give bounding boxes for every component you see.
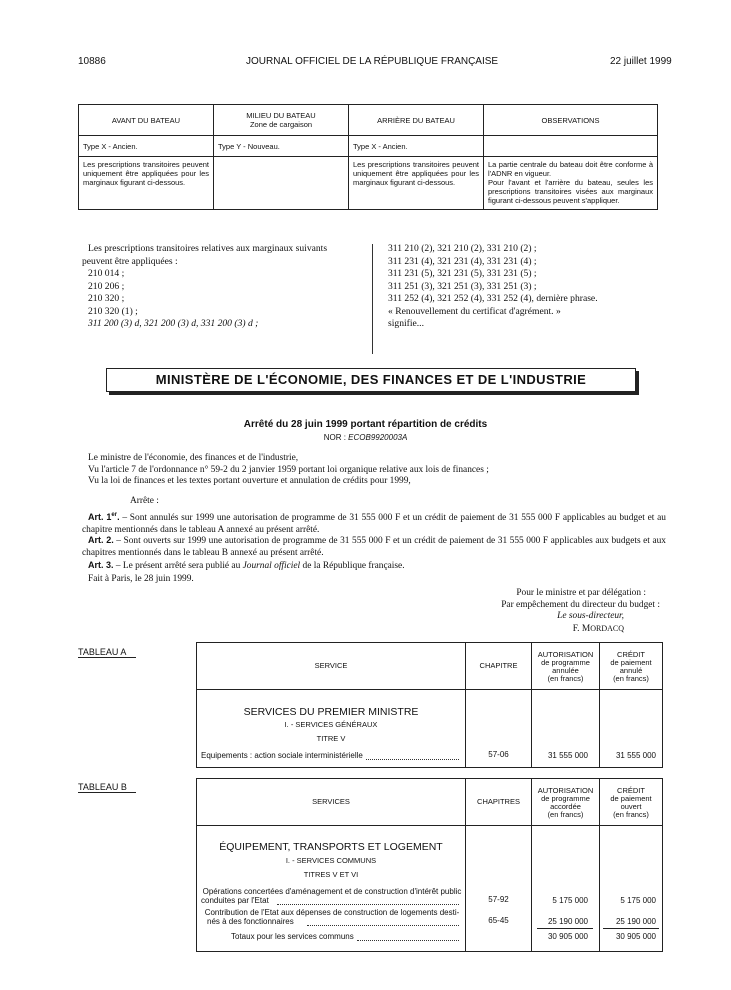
chapitre-cell: 57-06 [488,750,509,759]
signature-block [440,588,660,635]
column-header: CHAPITRES [477,797,520,806]
cp-cell: 31 555 000 [615,751,656,760]
header-cell: OBSERVATIONS [484,105,658,136]
column-header: AUTORISATION de programme annulée (en francs) [537,650,594,683]
total-label: Totaux pour les services communs [231,932,354,941]
nor-reference: NOR : ECOB9920003A [323,433,408,442]
column-header: CRÉDIT de paiement annulé (en francs) [610,650,652,683]
text-line: signifie... [388,318,424,329]
section-title: ÉQUIPEMENT, TRANSPORTS ET LOGEMENT [219,841,443,853]
ministry-banner: MINISTÈRE DE L'ÉCONOMIE, DES FINANCES ET DE L'INDUSTRIE [106,368,636,392]
text-line: 311 200 (3) d, 321 200 (3) d, 331 200 (3) d ; [88,318,259,329]
text-line: Les prescriptions transitoires relatives aux marginaux suivants [88,243,328,254]
arrete-word: Arrête : [130,496,159,506]
total-rule [537,928,593,929]
text-line: 311 231 (5), 321 231 (5), 331 231 (5) ; [388,268,537,279]
done-at: Fait à Paris, le 28 juin 1999. [88,574,194,584]
row-label: Contribution de l'Etat aux dépenses de construction de logements desti- [204,908,460,917]
table-cell [484,136,658,157]
column-header: CHAPITRE [479,661,518,670]
text-line: 210 014 ; [88,268,125,279]
text-line: peuvent être appliquées : [82,255,178,267]
signatory: F. MORDACQ [572,623,624,634]
article-3: Art. 3. – Le présent arrêté sera publié au Journal officiel de la République française. [88,560,405,571]
arrete-title: Arrêté du 28 juin 1999 portant répartition de crédits [243,419,488,430]
tableau-a-label: TABLEAU A [78,647,136,658]
ap-cell: 31 555 000 [547,751,588,760]
chapitre-cell: 57-92 [488,895,509,904]
column-divider [372,244,373,354]
publication-date: 22 juillet 1999 [610,56,672,67]
marginals-right [388,243,668,331]
text-line: 210 320 (1) ; [88,305,138,317]
titre-label: TITRES V ET VI [303,870,359,879]
table-cell [214,157,349,210]
table-cell: Les prescriptions transitoires peuvent uniquement être appliquées pour les marginaux figurant ci-dessous. [349,157,484,210]
text-line: Le ministre de l'économie, des finances et de l'industrie, [88,453,299,463]
leader-dots [277,904,459,905]
tableau-a [196,642,663,768]
text-line: 311 210 (2), 321 210 (2), 331 210 (2) ; [388,243,537,254]
tableau-b-label: TABLEAU B [78,782,136,793]
leader-dots [307,925,459,926]
header-cell: MILIEU DU BATEAU Zone de cargaison [214,105,349,136]
text-line: Par empêchement du directeur du budget : [501,599,660,610]
column-header: CRÉDIT de paiement ouvert (en francs) [610,786,652,819]
table-cell: Type Y - Nouveau. [214,136,349,157]
text-line: Vu l'article 7 de l'ordonnance n° 59-2 du 2 janvier 1959 portant loi organique relative aux lois de finances ; [88,464,489,475]
column-header: AUTORISATION de programme accordée (en francs) [537,786,594,819]
text-line: Vu la loi de finances et les textes portant ouverture et annulation de crédits pour 1999, [88,476,411,486]
titre-label: TITRE V [316,734,346,743]
total-ap: 30 905 000 [547,932,588,941]
text-line: Le sous-directeur, [557,611,624,621]
cp-cell: 25 190 000 [615,917,656,926]
chapitre-cell: 65-45 [488,916,509,925]
marginals-left [82,243,366,331]
section-title: SERVICES DU PREMIER MINISTRE [243,706,419,718]
table-cell: Type X - Ancien. [349,136,484,157]
total-rule [603,928,659,929]
leader-dots [357,940,459,941]
tableau-b [196,778,663,952]
subsection-title: I. - SERVICES COMMUNS [285,856,377,865]
total-cp: 30 905 000 [615,932,656,941]
cp-cell: 5 175 000 [620,896,656,905]
column-header: SERVICE [314,661,348,670]
journal-title: JOURNAL OFFICIEL DE LA RÉPUBLIQUE FRANÇAISE [246,56,499,67]
text-line: 210 206 ; [88,280,125,292]
text-line: 210 320 ; [88,293,125,304]
column-header: SERVICES [312,797,350,806]
text-line: 311 231 (4), 321 231 (4), 331 231 (4) ; [388,255,537,267]
table-cell: Les prescriptions transitoires peuvent uniquement être appliquées pour les marginaux figurant ci-dessous. [79,157,214,210]
text-line: « Renouvellement du certificat d'agrément. » [388,305,561,317]
subsection-title: I. - SERVICES GÉNÉRAUX [284,720,378,729]
header-cell: AVANT DU BATEAU [79,105,214,136]
ap-cell: 25 190 000 [547,917,588,926]
table-cell: La partie centrale du bateau doit être conforme à l'ADNR en vigueur. Pour l'avant et l'arrière du bateau, seules les prescriptions transitoires visées aux marginaux figurant ci-dessous peuvent s'appliquer. [484,157,658,210]
row-label: Equipements : action sociale interministérielle [201,751,363,760]
text-line: Pour le ministre et par délégation : [516,588,646,598]
intro-paragraph [82,453,666,488]
text-line: 311 251 (3), 321 251 (3), 331 251 (3) ; [388,280,537,292]
header-cell: ARRIÈRE DU BATEAU [349,105,484,136]
row-label: Opérations concertées d'aménagement et de construction d'intérêt public [202,887,462,896]
page-number: 10886 [78,56,106,67]
ap-cell: 5 175 000 [552,896,588,905]
row-label: conduites par l'Etat [201,896,269,905]
table-cell: Type X - Ancien. [79,136,214,157]
text-line: 311 252 (4), 321 252 (4), 331 252 (4), dernière phrase. [388,293,598,304]
article-2: Art. 2. – Sont ouverts sur 1999 une autorisation de programme de 31 555 000 F et un crédit de paiement de 31 555 000 F applicables aux budgets et aux chapitres mentionnés dans le tableau B annexé au présent arrêté. [82,535,666,558]
transitional-table [78,104,658,210]
row-label: nés à des fonctionnaires [207,917,294,926]
article-1: Art. 1er. – Sont annulés sur 1999 une autorisation de programme de 31 555 000 F et un crédit de paiement de 31 555 000 F applicables au budget et au chapitre mentionnés dans le tableau A annexé au présent arrêté. [82,512,666,535]
